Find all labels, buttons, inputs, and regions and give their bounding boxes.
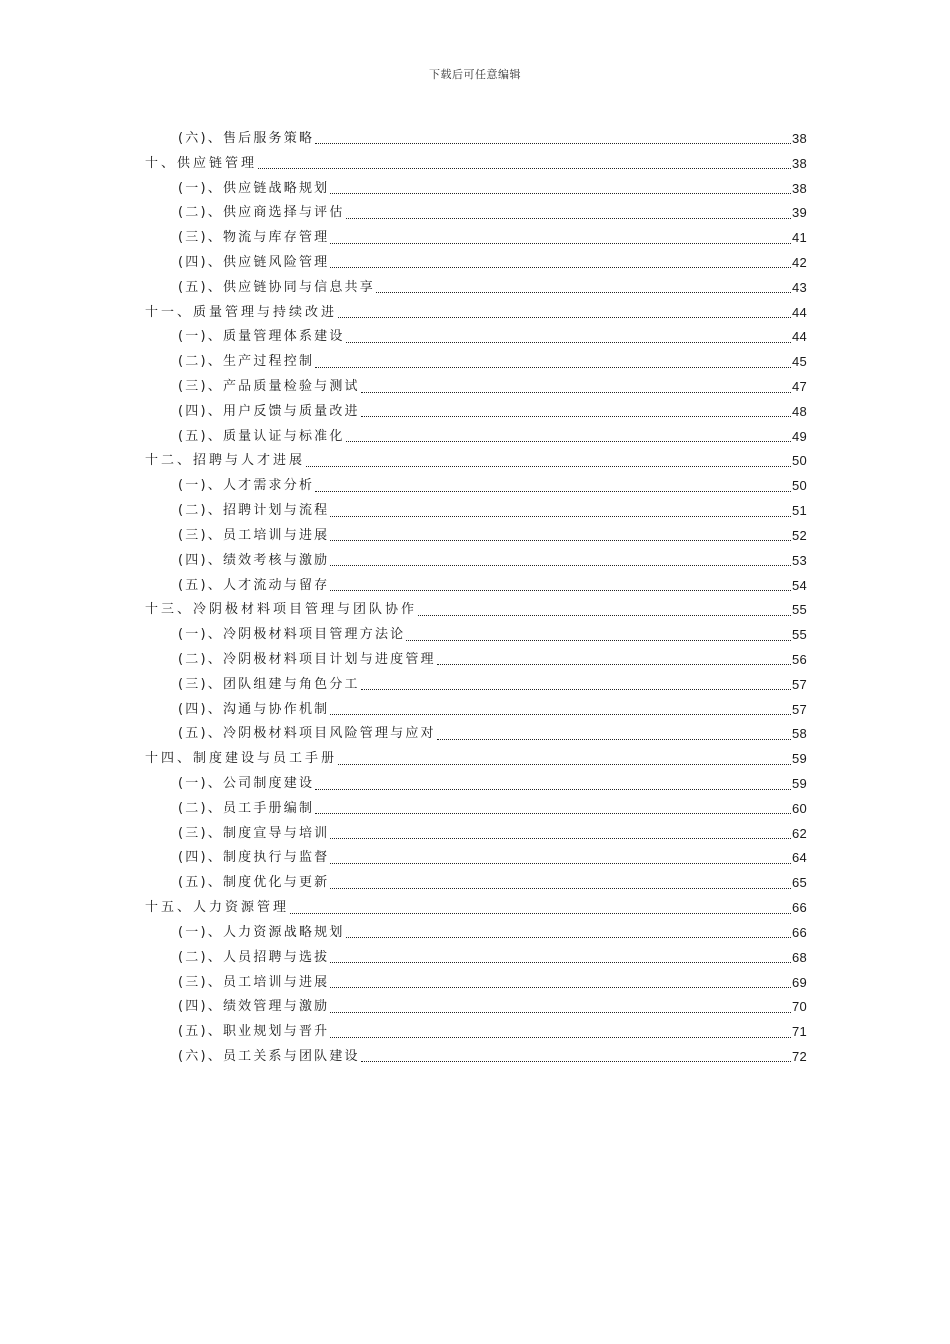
toc-section-entry[interactable]: [145, 796, 807, 821]
toc-entry-label: (五)、制度优化与更新: [178, 875, 330, 891]
toc-dot-leader: [330, 850, 791, 864]
toc-dot-leader: [437, 726, 791, 740]
toc-section-entry[interactable]: [145, 176, 807, 201]
toc-page-number: 60: [791, 800, 807, 816]
toc-section-entry[interactable]: [145, 250, 807, 275]
toc-dot-leader: [330, 999, 791, 1013]
toc-section-entry[interactable]: [145, 846, 807, 871]
toc-chapter-entry[interactable]: [145, 895, 807, 920]
toc-entry-label: (五)、人才流动与留存: [178, 577, 330, 593]
table-of-contents: [145, 126, 807, 1069]
toc-section-entry[interactable]: [145, 473, 807, 498]
toc-entry-label: (四)、用户反馈与质量改进: [178, 403, 360, 419]
toc-section-entry[interactable]: [145, 622, 807, 647]
toc-page-number: 51: [791, 503, 807, 519]
toc-dot-leader: [330, 180, 791, 194]
toc-section-entry[interactable]: [145, 325, 807, 350]
toc-dot-leader: [330, 503, 791, 517]
toc-dot-leader: [330, 577, 791, 591]
toc-entry-label: (一)、质量管理体系建设: [178, 329, 345, 345]
toc-section-entry[interactable]: [145, 424, 807, 449]
toc-entry-label: (六)、售后服务策略: [178, 130, 315, 146]
toc-entry-label: (一)、供应链战略规划: [178, 180, 330, 196]
toc-dot-leader: [315, 800, 791, 814]
toc-dot-leader: [361, 379, 791, 393]
toc-entry-label: (二)、招聘计划与流程: [178, 503, 330, 519]
toc-section-entry[interactable]: [145, 771, 807, 796]
toc-dot-leader: [290, 900, 791, 914]
toc-page-number: 42: [791, 254, 807, 270]
toc-dot-leader: [330, 825, 791, 839]
toc-entry-label: (五)、职业规划与晋升: [178, 1024, 330, 1040]
toc-page-number: 50: [791, 478, 807, 494]
toc-dot-leader: [361, 403, 791, 417]
toc-dot-leader: [338, 304, 791, 318]
toc-page-number: 70: [791, 999, 807, 1015]
toc-section-entry[interactable]: [145, 399, 807, 424]
toc-dot-leader: [330, 875, 791, 889]
toc-page-number: 66: [791, 924, 807, 940]
toc-page-number: 47: [791, 379, 807, 395]
toc-page-number: 53: [791, 552, 807, 568]
toc-page-number: 38: [791, 180, 807, 196]
toc-entry-label: 十三、冷阴极材料项目管理与团队协作: [145, 602, 418, 618]
toc-entry-label: (三)、物流与库存管理: [178, 230, 330, 246]
toc-dot-leader: [338, 751, 791, 765]
toc-entry-label: (五)、质量认证与标准化: [178, 428, 345, 444]
toc-dot-leader: [346, 329, 791, 343]
toc-section-entry[interactable]: [145, 722, 807, 747]
toc-dot-leader: [346, 924, 791, 938]
toc-page-number: 48: [791, 403, 807, 419]
toc-section-entry[interactable]: [145, 523, 807, 548]
toc-dot-leader: [330, 230, 791, 244]
toc-section-entry[interactable]: [145, 821, 807, 846]
toc-section-entry[interactable]: [145, 994, 807, 1019]
toc-dot-leader: [315, 478, 791, 492]
toc-entry-label: 十、供应链管理: [145, 155, 258, 171]
toc-entry-label: (二)、人员招聘与选拔: [178, 949, 330, 965]
toc-dot-leader: [361, 676, 791, 690]
toc-entry-label: (四)、沟通与协作机制: [178, 701, 330, 717]
toc-dot-leader: [361, 1048, 791, 1062]
toc-chapter-entry[interactable]: [145, 151, 807, 176]
toc-page-number: 62: [791, 825, 807, 841]
toc-dot-leader: [330, 701, 791, 715]
toc-dot-leader: [315, 776, 791, 790]
toc-page-number: 45: [791, 354, 807, 370]
toc-page-number: 68: [791, 949, 807, 965]
toc-page-number: 43: [791, 279, 807, 295]
toc-dot-leader: [406, 627, 791, 641]
toc-entry-label: (一)、人力资源战略规划: [178, 924, 345, 940]
toc-dot-leader: [330, 974, 791, 988]
toc-entry-label: 十五、人力资源管理: [145, 900, 290, 916]
toc-page-number: 52: [791, 527, 807, 543]
toc-section-entry[interactable]: [145, 1019, 807, 1044]
toc-section-entry[interactable]: [145, 126, 807, 151]
page-header: 下载后可任意编辑: [429, 68, 521, 81]
toc-section-entry[interactable]: [145, 349, 807, 374]
toc-entry-label: (一)、人才需求分析: [178, 478, 315, 494]
toc-entry-label: (二)、员工手册编制: [178, 800, 315, 816]
toc-section-entry[interactable]: [145, 920, 807, 945]
toc-page-number: 54: [791, 577, 807, 593]
toc-dot-leader: [330, 949, 791, 963]
toc-entry-label: (二)、冷阴极材料项目计划与进度管理: [178, 651, 436, 667]
toc-chapter-entry[interactable]: [145, 449, 807, 474]
toc-dot-leader: [330, 254, 791, 268]
toc-page-number: 50: [791, 453, 807, 469]
toc-section-entry[interactable]: [145, 945, 807, 970]
toc-section-entry[interactable]: [145, 672, 807, 697]
toc-chapter-entry[interactable]: [145, 300, 807, 325]
toc-dot-leader: [306, 453, 791, 467]
toc-page-number: 64: [791, 850, 807, 866]
toc-section-entry[interactable]: [145, 647, 807, 672]
toc-entry-label: 十一、质量管理与持续改进: [145, 304, 338, 320]
toc-section-entry[interactable]: [145, 1044, 807, 1069]
toc-entry-label: (三)、员工培训与进展: [178, 527, 330, 543]
toc-entry-label: (二)、生产过程控制: [178, 354, 315, 370]
toc-dot-leader: [258, 155, 791, 169]
toc-page-number: 69: [791, 974, 807, 990]
toc-section-entry[interactable]: [145, 275, 807, 300]
toc-page-number: 66: [791, 900, 807, 916]
toc-dot-leader: [437, 651, 791, 665]
toc-page-number: 59: [791, 776, 807, 792]
toc-entry-label: (一)、冷阴极材料项目管理方法论: [178, 627, 406, 643]
toc-entry-label: (五)、供应链协同与信息共享: [178, 279, 375, 295]
toc-entry-label: (二)、供应商选择与评估: [178, 205, 345, 221]
toc-dot-leader: [330, 1024, 791, 1038]
toc-entry-label: (五)、冷阴极材料项目风险管理与应对: [178, 726, 436, 742]
toc-dot-leader: [330, 552, 791, 566]
toc-section-entry[interactable]: [145, 870, 807, 895]
toc-page-number: 65: [791, 875, 807, 891]
toc-chapter-entry[interactable]: [145, 597, 807, 622]
toc-page-number: 39: [791, 205, 807, 221]
toc-page-number: 44: [791, 329, 807, 345]
toc-entry-label: (三)、团队组建与角色分工: [178, 676, 360, 692]
toc-entry-label: (三)、产品质量检验与测试: [178, 379, 360, 395]
toc-section-entry[interactable]: [145, 573, 807, 598]
toc-dot-leader: [315, 130, 791, 144]
toc-entry-label: (三)、制度宣导与培训: [178, 825, 330, 841]
toc-dot-leader: [330, 527, 791, 541]
toc-entry-label: (四)、供应链风险管理: [178, 254, 330, 270]
toc-page-number: 59: [791, 751, 807, 767]
toc-section-entry[interactable]: [145, 697, 807, 722]
toc-entry-label: 十二、招聘与人才进展: [145, 453, 306, 469]
toc-dot-leader: [376, 279, 791, 293]
toc-page-number: 38: [791, 155, 807, 171]
toc-section-entry[interactable]: [145, 225, 807, 250]
toc-page-number: 41: [791, 230, 807, 246]
toc-page-number: 49: [791, 428, 807, 444]
toc-entry-label: (三)、员工培训与进展: [178, 974, 330, 990]
toc-entry-label: (四)、绩效管理与激励: [178, 999, 330, 1015]
toc-page-number: 38: [791, 130, 807, 146]
toc-chapter-entry[interactable]: [145, 746, 807, 771]
toc-section-entry[interactable]: [145, 970, 807, 995]
toc-page-number: 56: [791, 651, 807, 667]
toc-page-number: 72: [791, 1048, 807, 1064]
toc-entry-label: (六)、员工关系与团队建设: [178, 1048, 360, 1064]
toc-page-number: 57: [791, 701, 807, 717]
toc-section-entry[interactable]: [145, 498, 807, 523]
toc-entry-label: 十四、制度建设与员工手册: [145, 751, 338, 767]
toc-dot-leader: [315, 354, 791, 368]
toc-section-entry[interactable]: [145, 548, 807, 573]
toc-entry-label: (四)、制度执行与监督: [178, 850, 330, 866]
toc-page-number: 44: [791, 304, 807, 320]
toc-page-number: 55: [791, 602, 807, 618]
toc-page-number: 55: [791, 627, 807, 643]
toc-section-entry[interactable]: [145, 200, 807, 225]
toc-entry-label: (四)、绩效考核与激励: [178, 552, 330, 568]
toc-page-number: 58: [791, 726, 807, 742]
toc-page-number: 71: [791, 1024, 807, 1040]
toc-section-entry[interactable]: [145, 374, 807, 399]
toc-dot-leader: [346, 205, 791, 219]
toc-dot-leader: [418, 602, 791, 616]
toc-page-number: 57: [791, 676, 807, 692]
toc-dot-leader: [346, 428, 791, 442]
toc-entry-label: (一)、公司制度建设: [178, 776, 315, 792]
